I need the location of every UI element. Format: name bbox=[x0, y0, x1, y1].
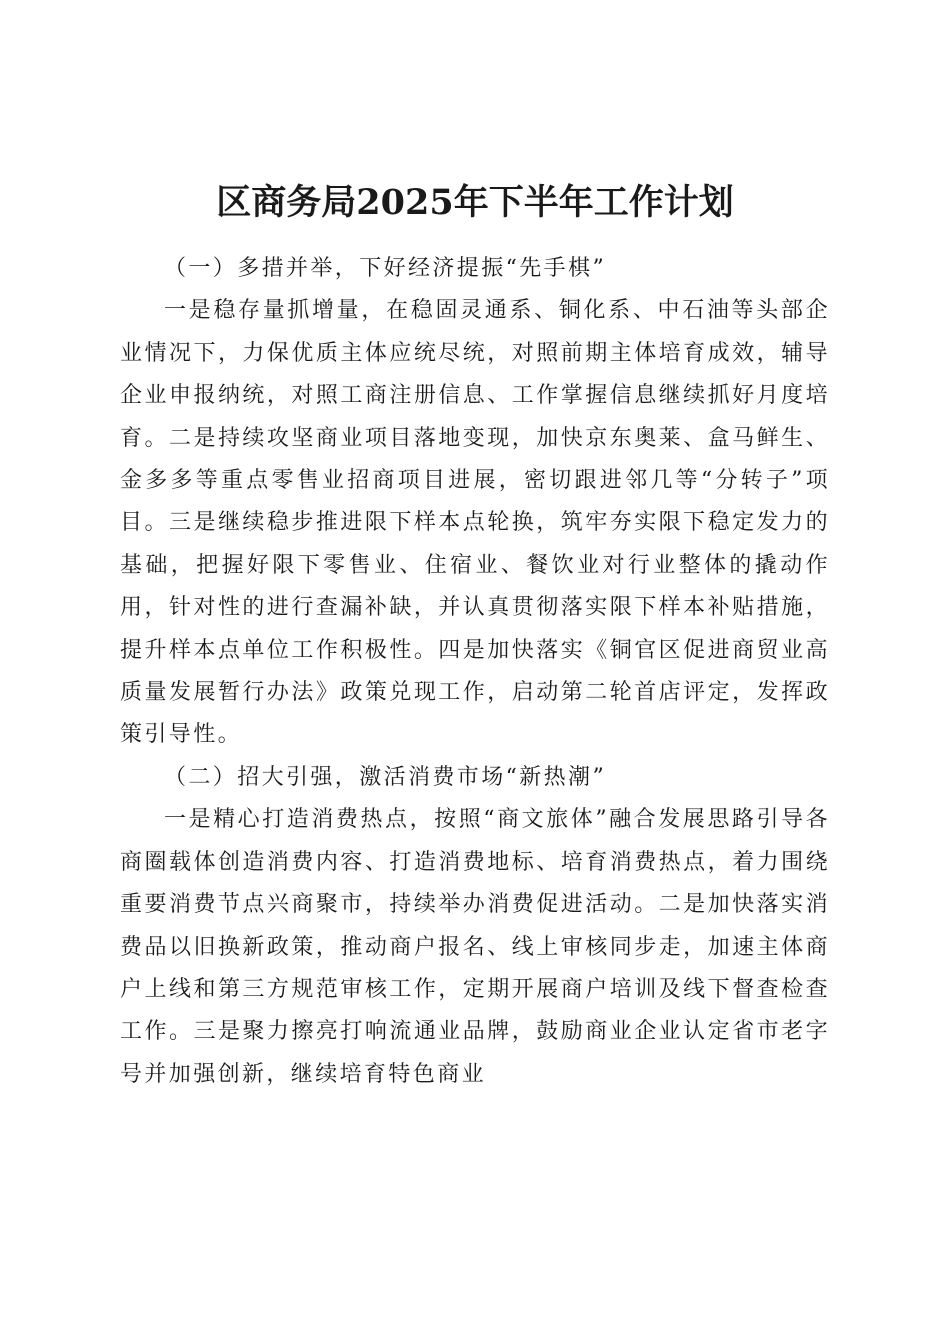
document-title: 区商务局2025年下半年工作计划 bbox=[216, 182, 734, 223]
section-2-paragraph: 一是精心打造消费热点，按照“商文旅体”融合发展思路引导各商圈载体创造消费内容、打造消费地标、培育消费热点，着力围绕重要消费节点兴商聚市，持续举办消费促进活动。二是加快落实消费品以旧换新政策，推动商户报名、线上审核同步走，加速主体商户上线和第三方规范审核工作，定期开展商户培训及线下督查检查工作。三是聚力擦亮打响流通业品牌，鼓励商业企业认定省市老字号并加强创新，继续培育特色商业 bbox=[120, 807, 830, 1087]
section-2-heading: （二）招大引强，激活消费市场“新热潮” bbox=[164, 764, 607, 790]
document-body bbox=[120, 248, 830, 1096]
section-1-heading: （一）多措并举，下好经济提振“先手棋” bbox=[164, 256, 607, 281]
section-1-paragraph: 一是稳存量抓增量，在稳固灵通系、铜化系、中石油等头部企业情况下，力保优质主体应统尽统，对照前期主体培育成效，辅导企业申报纳统，对照工商注册信息、工作掌握信息继续抓好月度培育。二是持续攻坚商业项目落地变现，加快京东奥莱、盒马鲜生、金多多等重点零售业招商项目进展，密切跟进邻几等“分转子”项目。三是继续稳步推进限下样本点轮换，筑牢夯实限下稳定发力的基础，把握好限下零售业、住宿业、餐饮业对行业整体的撬动作用，针对性的进行查漏补缺，并认真贯彻落实限下样本补贴措施，提升样本点单位工作积极性。四是加快落实《铜官区促进商贸业高质量发展暂行办法》政策兑现工作，启动第二轮首店评定，发挥政策引导性。 bbox=[120, 298, 830, 748]
